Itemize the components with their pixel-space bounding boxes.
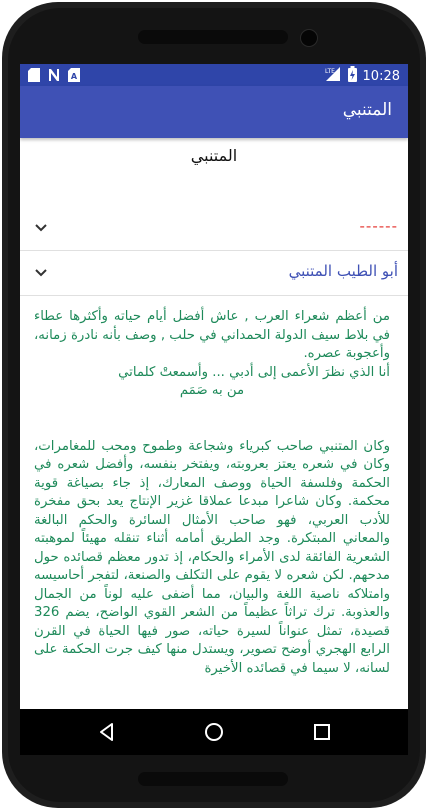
top-speaker	[138, 30, 288, 44]
navigation-bar	[20, 709, 408, 755]
spinner-placeholder: ------	[359, 217, 398, 235]
biography-body: وكان المتنبي صاحب كبرياء وشجاعة وطموح ومحب للمغامرات، وكان في شعره يعتز بعروبته، ويفتخر بنفسه، وأفضل شعره في الحكمة وفلسفة الحياة ووصف المعارك، إذ جاء بصياغة قوية محكمة. وكان شاعرا مبدعا عملاقا غزير الإنتاج يعد بحق مفخرة للأدب العربي، فهو صاحب الأمثال السائرة والحكم البالغة والمعاني المبتكرة. وجد الطريق أمامه أثناء تنقله مهيئاً لموهبته الشعرية الفائقة لدى الأمراء والحكام، إذ تدور معظم قصائده حول مدحهم. لكن شعره لا يقوم على التكلف والصنعة، لتفجر أحاسيسه وامتلاكه ناصية اللغة والبيان، مما أضفى عليه لوناً من الجمال والعذوبة. ترك تراثاً عظيماً من الشعر القوي الواضح، يضم 326 قصيدة، تمثل عنواناً لسيرة حياته، صور فيها الحياة في القرن الرابع الهجري أوضح تصوير، ويستدل منها كيف جرت الحكمة على لسانه، لا سيما في قصائده الأخيرة	[34, 438, 390, 676]
paragraph-gap	[34, 401, 390, 438]
verse-line-1: أنا الذي نظرَ الأعمى إلى أدبي ... وأسمعتْ كلماتي	[118, 364, 390, 380]
lte-signal-icon	[324, 66, 342, 86]
poet-category-spinner[interactable]	[20, 206, 408, 251]
chevron-down-icon	[34, 220, 48, 234]
poet-name-spinner[interactable]	[20, 251, 408, 296]
app-bar-title: المتنبي	[342, 100, 392, 120]
biography-intro: من أعظم شعراء العرب , عاش أفضل أيام حياته وأكثرها عطاء في بلاط سيف الدولة الحمداني في حلب , وصف بأنه نادرة زمانه، وأعجوبة عصره.	[34, 309, 390, 361]
back-icon[interactable]	[96, 721, 118, 743]
spinner-selected-value: أبو الطيب المتنبي	[288, 262, 398, 280]
no-signal-icon	[48, 67, 60, 81]
screen	[20, 64, 408, 709]
sd-card-icon	[28, 67, 40, 81]
app-bar	[20, 86, 408, 138]
verse-line-2: من به صَمَم	[179, 383, 245, 398]
sim-icon	[68, 67, 80, 81]
status-time: 10:28	[362, 68, 400, 84]
page-title: المتنبي	[190, 146, 238, 165]
poet-biography-text	[34, 308, 390, 678]
battery-icon	[348, 66, 357, 86]
chevron-down-icon	[34, 265, 48, 279]
svg-text:A: A	[70, 72, 78, 81]
bottom-speaker	[138, 772, 288, 786]
recents-icon[interactable]	[311, 721, 333, 743]
front-camera	[300, 29, 318, 47]
status-bar	[20, 64, 408, 86]
svg-text:LTE: LTE	[324, 68, 335, 75]
home-icon[interactable]	[203, 721, 225, 743]
status-right-icons	[324, 66, 400, 86]
status-left-icons	[28, 67, 80, 81]
